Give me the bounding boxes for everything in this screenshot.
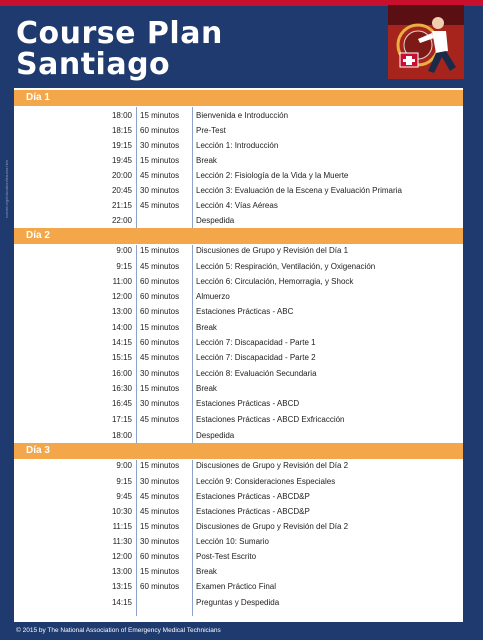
row-activity: Lección 10: Sumario [196, 537, 269, 546]
row-time: 22:00 [111, 216, 132, 225]
row-time: 20:45 [111, 186, 132, 195]
row-activity: Lección 8: Evaluación Secundaria [196, 369, 317, 378]
row-duration: 60 minutos [140, 292, 180, 301]
row-time: 10:30 [111, 507, 132, 516]
schedule-row [14, 183, 463, 198]
row-duration: 30 minutos [140, 186, 180, 195]
schedule-row [14, 320, 463, 335]
row-time: 12:00 [111, 292, 132, 301]
copyright-footer: © 2015 by The National Association of Emergency Medical Technicians [16, 627, 221, 634]
schedule-row [14, 412, 463, 427]
day-header [14, 90, 463, 106]
row-duration: 15 minutos [140, 156, 180, 165]
row-duration: 45 minutos [140, 171, 180, 180]
row-time: 20:00 [111, 171, 132, 180]
row-activity: Estaciones Prácticas - ABCD Exfricacción [196, 415, 345, 424]
row-duration: 60 minutos [140, 307, 180, 316]
row-duration: 45 minutos [140, 353, 180, 362]
row-time: 21:15 [111, 201, 132, 210]
row-duration: 60 minutos [140, 552, 180, 561]
schedule-row [14, 366, 463, 381]
schedule-row [14, 504, 463, 519]
schedule-row [14, 108, 463, 123]
row-activity: Break [196, 567, 217, 576]
row-duration: 60 minutos [140, 338, 180, 347]
schedule-row [14, 396, 463, 411]
row-activity: Discusiones de Grupo y Revisión del Día 1 [196, 246, 349, 255]
row-activity: Estaciones Prácticas - ABCD&P [196, 507, 310, 516]
schedule-row [14, 519, 463, 534]
row-duration: 30 minutos [140, 399, 180, 408]
title-line-1: Course Plan [16, 16, 223, 51]
row-duration: 15 minutos [140, 384, 180, 393]
row-time: 16:30 [111, 384, 132, 393]
row-activity: Lección 2: Fisiología de la Vida y la Muerte [196, 171, 349, 180]
row-duration: 15 minutos [140, 567, 180, 576]
row-duration: 15 minutos [140, 246, 180, 255]
row-activity: Break [196, 323, 217, 332]
row-duration: 15 minutos [140, 461, 180, 470]
row-time: 18:00 [111, 111, 132, 120]
row-time: 14:15 [111, 598, 132, 607]
title-line-2: Santiago [16, 47, 171, 82]
schedule-row [14, 243, 463, 258]
row-time: 17:15 [111, 415, 132, 424]
schedule-row [14, 350, 463, 365]
schedule-row [14, 259, 463, 274]
row-time: 18:00 [111, 431, 132, 440]
row-activity: Despedida [196, 431, 235, 440]
schedule-row [14, 198, 463, 213]
emt-running-figure-icon [388, 5, 464, 79]
schedule-row [14, 304, 463, 319]
row-activity: Despedida [196, 216, 235, 225]
schedule-row [14, 549, 463, 564]
row-activity: Estaciones Prácticas - ABC [196, 307, 294, 316]
row-activity: Lección 9: Consideraciones Especiales [196, 477, 336, 486]
row-activity: Lección 1: Introducción [196, 141, 279, 150]
row-duration: 30 minutos [140, 141, 180, 150]
row-time: 15:15 [111, 353, 132, 362]
schedule-row [14, 381, 463, 396]
row-duration: 30 minutos [140, 477, 180, 486]
schedule-row [14, 579, 463, 594]
row-duration: 15 minutos [140, 111, 180, 120]
row-activity: Almuerzo [196, 292, 230, 301]
row-duration: 30 minutos [140, 369, 180, 378]
row-duration: 45 minutos [140, 507, 180, 516]
row-duration: 15 minutos [140, 522, 180, 531]
row-time: 11:00 [112, 277, 132, 286]
day-label: Día 3 [26, 445, 50, 456]
row-time: 9:00 [116, 461, 132, 470]
schedule-row [14, 138, 463, 153]
row-duration: 15 minutos [140, 323, 180, 332]
row-time: 11:15 [112, 522, 132, 531]
row-activity: Lección 6: Circulación, Hemorragia, y Shock [196, 277, 354, 286]
row-activity: Lección 7: Discapacidad - Parte 1 [196, 338, 316, 347]
row-duration: 60 minutos [140, 277, 180, 286]
row-activity: Pre-Test [196, 126, 226, 135]
row-time: 9:45 [116, 492, 132, 501]
row-activity: Discusiones de Grupo y Revisión del Día 2 [196, 461, 349, 470]
row-time: 19:45 [111, 156, 132, 165]
schedule-row [14, 335, 463, 350]
schedule-row [14, 213, 463, 228]
row-time: 13:15 [111, 582, 132, 591]
row-time: 9:15 [116, 262, 132, 271]
page-title [16, 18, 223, 80]
row-duration: 30 minutos [140, 537, 180, 546]
schedule-row [14, 289, 463, 304]
schedule-row [14, 595, 463, 610]
schedule-row [14, 474, 463, 489]
row-activity: Bienvenida e Introducción [196, 111, 289, 120]
day-label: Día 2 [26, 230, 50, 241]
row-activity: Examen Práctico Final [196, 582, 277, 591]
schedule-row [14, 534, 463, 549]
row-activity: Estaciones Prácticas - ABCD [196, 399, 300, 408]
row-activity: Post-Test Escrito [196, 552, 257, 561]
schedule-row [14, 428, 463, 443]
row-activity: Lección 5: Respiración, Ventilación, y Oxigenación [196, 262, 376, 271]
schedule-row [14, 489, 463, 504]
schedule-row [14, 564, 463, 579]
row-time: 9:00 [116, 246, 132, 255]
schedule-row [14, 458, 463, 473]
row-activity: Lección 3: Evaluación de la Escena y Evaluación Primaria [196, 186, 402, 195]
row-time: 13:00 [111, 307, 132, 316]
row-duration: 45 minutos [140, 492, 180, 501]
row-time: 11:30 [112, 537, 132, 546]
row-time: 13:00 [111, 567, 132, 576]
row-activity: Break [196, 384, 217, 393]
row-activity: Preguntas y Despedida [196, 598, 280, 607]
day-label: Día 1 [26, 92, 50, 103]
row-time: 16:00 [111, 369, 132, 378]
schedule-row [14, 153, 463, 168]
row-time: 14:00 [111, 323, 132, 332]
row-activity: Lección 4: Vías Aéreas [196, 201, 278, 210]
row-activity: Break [196, 156, 217, 165]
schedule-panel [14, 88, 463, 622]
row-activity: Estaciones Prácticas - ABCD&P [196, 492, 310, 501]
row-time: 12:00 [111, 552, 132, 561]
schedule-row [14, 123, 463, 138]
schedule-row [14, 168, 463, 183]
row-duration: 60 minutos [140, 126, 180, 135]
row-time: 16:45 [111, 399, 132, 408]
schedule-row [14, 274, 463, 289]
row-duration: 45 minutos [140, 262, 180, 271]
day-header [14, 228, 463, 244]
row-time: 14:15 [111, 338, 132, 347]
row-activity: Discusiones de Grupo y Revisión del Día 2 [196, 522, 349, 531]
side-note: naemt.org/education/trauma.htm [4, 160, 9, 218]
row-activity: Lección 7: Discapacidad - Parte 2 [196, 353, 316, 362]
day-header [14, 443, 463, 459]
row-time: 19:15 [111, 141, 132, 150]
row-duration: 45 minutos [140, 201, 180, 210]
row-time: 9:15 [116, 477, 132, 486]
row-time: 18:15 [111, 126, 132, 135]
row-duration: 45 minutos [140, 415, 180, 424]
row-duration: 60 minutos [140, 582, 180, 591]
